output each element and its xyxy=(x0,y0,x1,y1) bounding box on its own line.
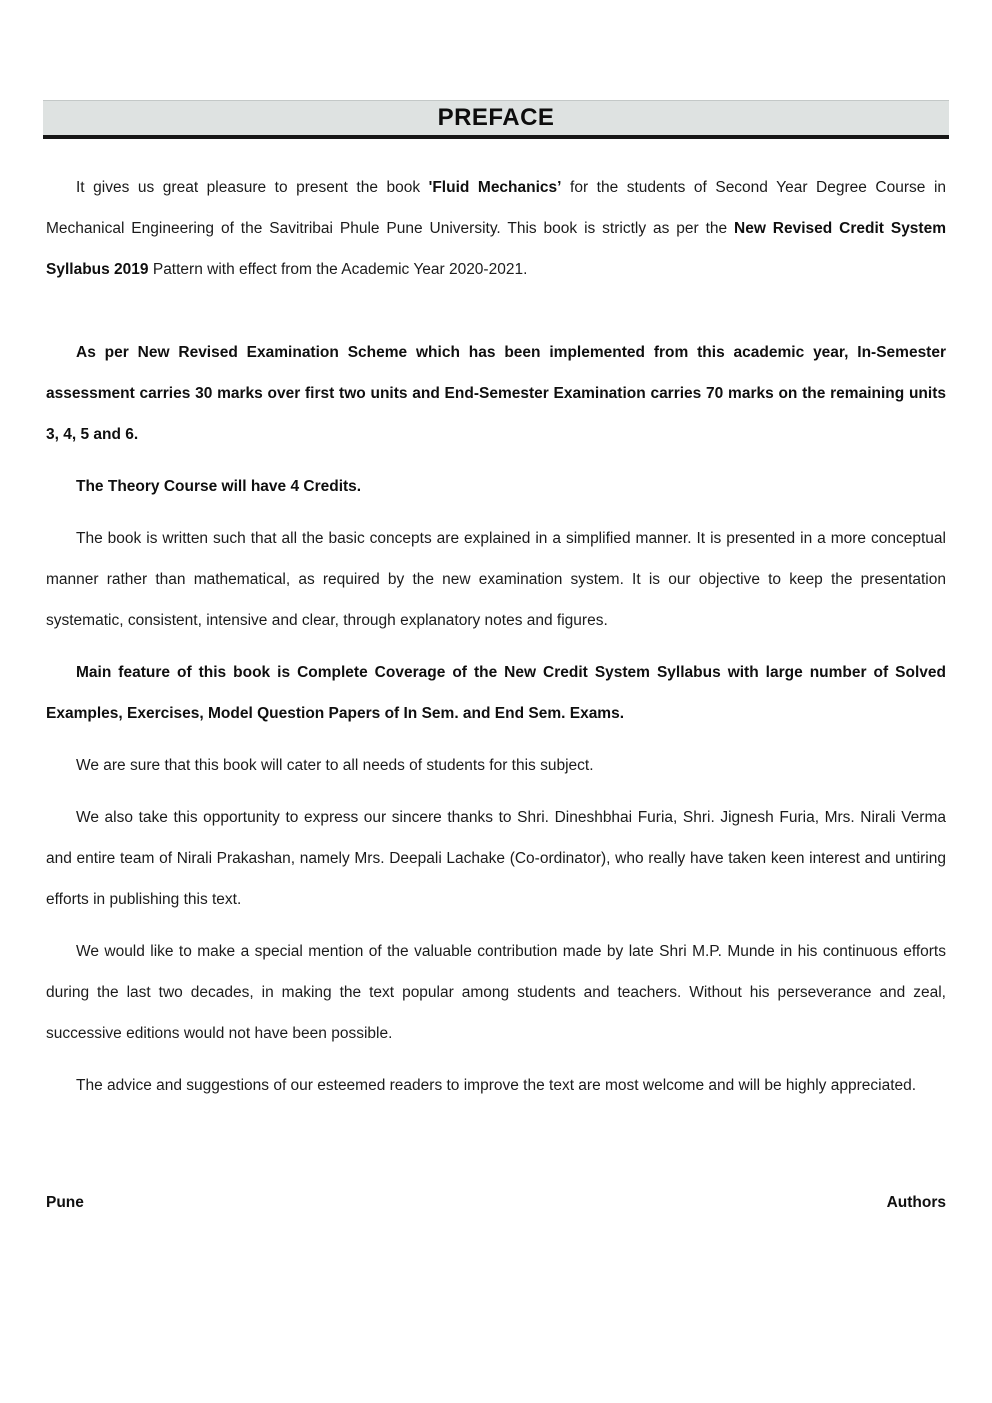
text-segment: for the students of Second Year Degree Course in Mechanical Engineering of the Savitribai Phule Pune University. This book is strictly as per the xyxy=(46,179,947,237)
paragraph xyxy=(46,652,946,734)
preface-title-bar xyxy=(43,100,949,139)
paragraph xyxy=(46,745,946,786)
paragraph xyxy=(46,167,946,290)
paragraph xyxy=(46,797,946,920)
bold-text-segment: As per New Revised Examination Scheme which has been implemented from this academic year, In-Semester assessment carries 30 marks over first two units and End-Semester Examination carries 70 marks on the remaining units 3, 4, 5 and 6. xyxy=(46,344,946,443)
preface-body xyxy=(46,167,946,1106)
text-segment: The advice and suggestions of our esteemed readers to improve the text are most welcome and will be highly appreciated. xyxy=(76,1077,917,1094)
bold-text-segment: The Theory Course will have 4 Credits. xyxy=(76,478,362,495)
paragraph xyxy=(46,332,946,455)
text-segment: We would like to make a special mention of the valuable contribution made by late Shri M.P. Munde in his continuous efforts during the last two decades, in making the text popular among students and teachers. Without his perseverance and zeal, successive editions would not have been possible. xyxy=(46,943,946,1042)
paragraph xyxy=(46,518,946,641)
text-segment: We also take this opportunity to express our sincere thanks to Shri. Dineshbhai Furia, Shri. Jignesh Furia, Mrs. Nirali Verma and entire team of Nirali Prakashan, namely Mrs. Deepali Lachake (Co-ordinator), who really have taken keen interest and untiring efforts in publishing this text. xyxy=(46,809,946,908)
footer-authors: Authors xyxy=(886,1194,946,1211)
bold-text-segment: New Revised Credit System Syllabus 2019 xyxy=(46,220,946,278)
text-segment: We are sure that this book will cater to all needs of students for this subject. xyxy=(76,757,594,774)
footer-place: Pune xyxy=(46,1194,84,1211)
paragraph xyxy=(46,931,946,1054)
text-segment: It gives us great pleasure to present the book xyxy=(76,179,429,196)
text-segment: The book is written such that all the basic concepts are explained in a simplified manner. It is presented in a more conceptual manner rather than mathematical, as required by the new examination system. It is our objective to keep the presentation systematic, consistent, intensive and clear, through explanatory notes and figures. xyxy=(46,530,946,629)
footer xyxy=(46,1194,946,1212)
text-segment: Pattern with effect from the Academic Year 2020-2021. xyxy=(148,261,528,278)
bold-text-segment: 'Fluid Mechanics’ xyxy=(428,179,562,196)
page-title: PREFACE xyxy=(437,104,555,131)
paragraph xyxy=(46,466,946,507)
paragraph xyxy=(46,1065,946,1106)
bold-text-segment: Main feature of this book is Complete Coverage of the New Credit System Syllabus with large number of Solved Examples, Exercises, Model Question Papers of In Sem. and End Sem. Exams. xyxy=(46,664,946,722)
